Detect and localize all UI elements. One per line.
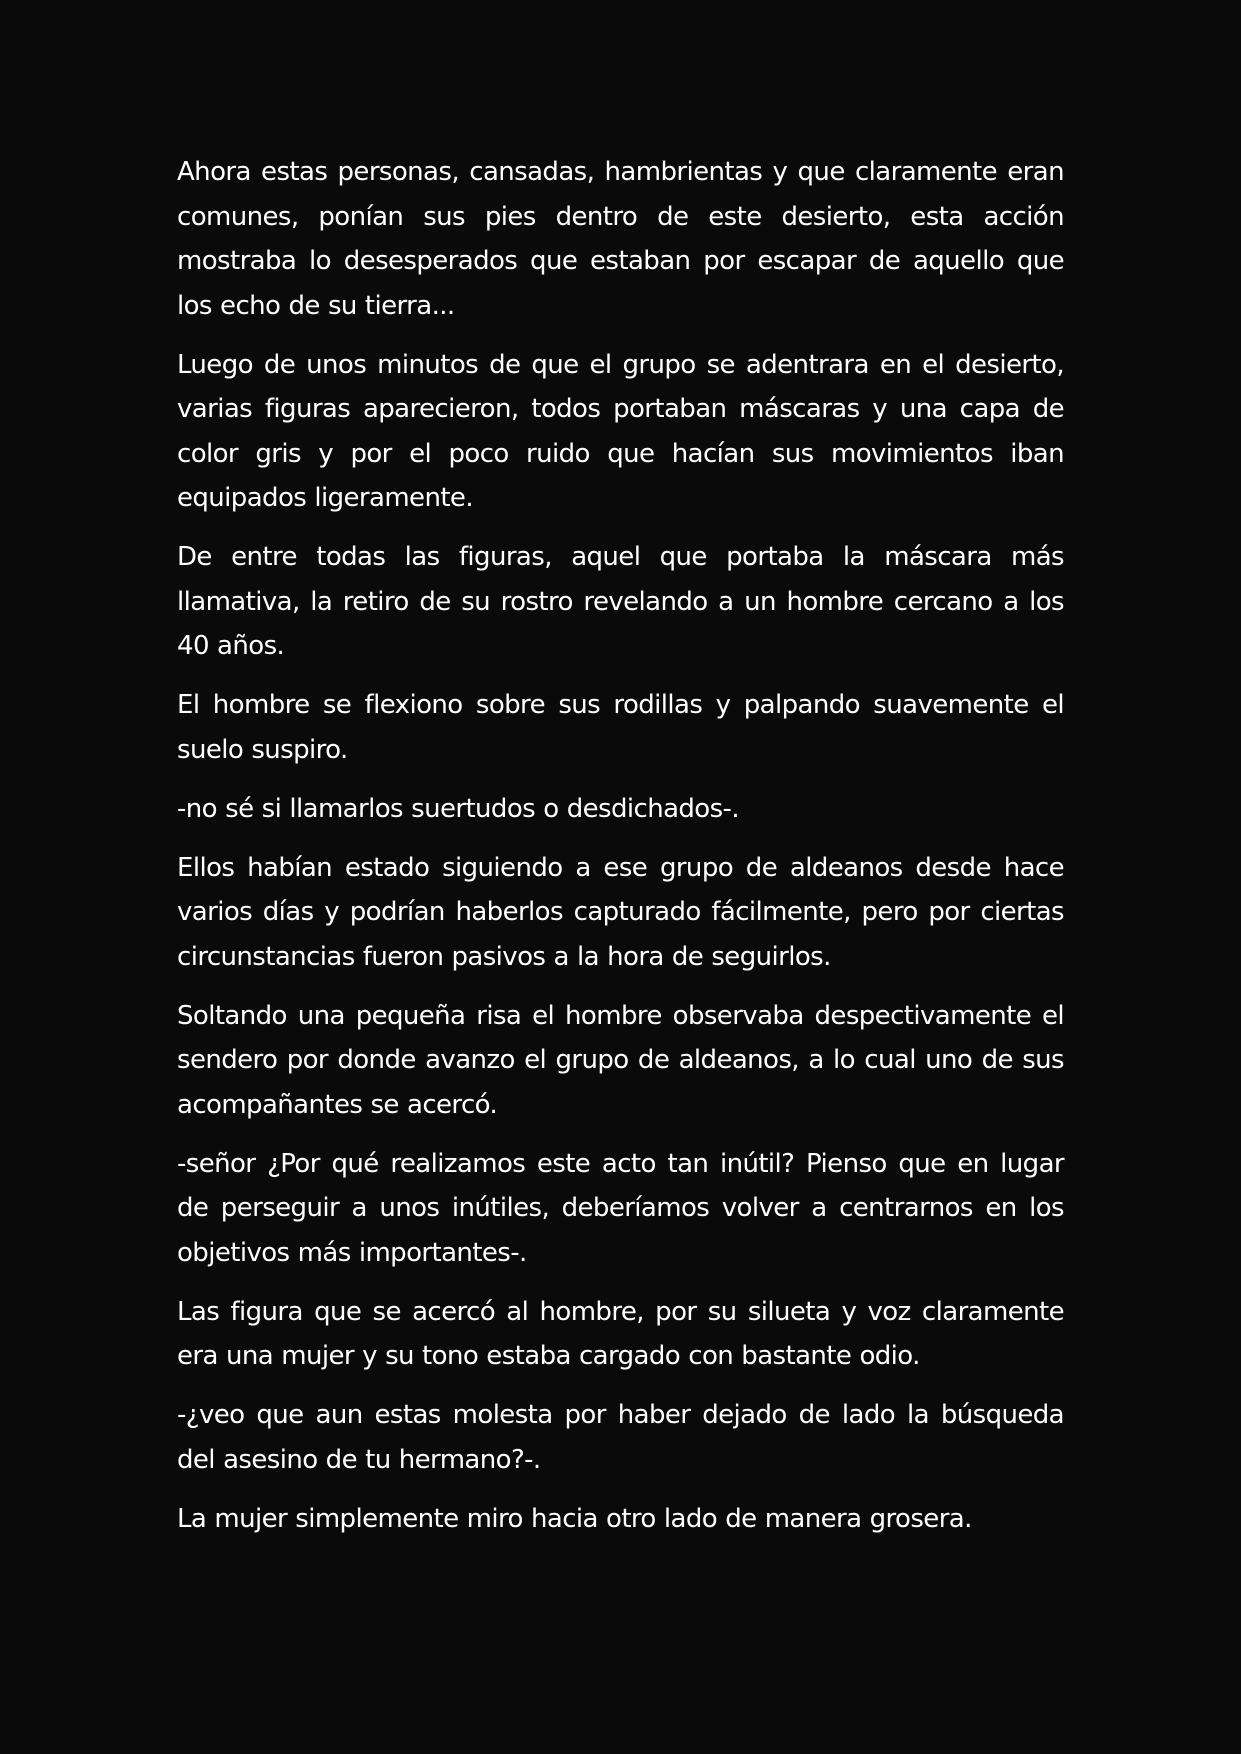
paragraph: La mujer simplemente miro hacia otro lado de manera grosera. bbox=[177, 1503, 972, 1534]
paragraph: Ellos habían estado siguiendo a ese grupo de aldeanos desde hace varios días y podrían haberlos capturado fácilmente, pero por ciertas circunstancias fueron pasivos a la hora de seguirlos. bbox=[177, 852, 1064, 972]
paragraph: -señor ¿Por qué realizamos este acto tan inútil? Pienso que en lugar de perseguir a unos inútiles, deberíamos volver a centrarnos en los objetivos más importantes-. bbox=[177, 1148, 1064, 1268]
paragraph: El hombre se flexiono sobre sus rodillas y palpando suavemente el suelo suspiro. bbox=[177, 690, 1064, 765]
paragraph: Ahora estas personas, cansadas, hambrientas y que claramente eran comunes, ponían sus pies dentro de este desierto, esta acción mostraba lo desesperados que estaban por escapar de aquello que los echo de su tierra... bbox=[177, 157, 1064, 321]
paragraph: -¿veo que aun estas molesta por haber dejado de lado la búsqueda del asesino de tu hermano?-. bbox=[177, 1400, 1064, 1475]
paragraph: -no sé si llamarlos suertudos o desdichados-. bbox=[177, 793, 740, 824]
story-text bbox=[177, 150, 1064, 1556]
paragraph: De entre todas las figuras, aquel que portaba la máscara más llamativa, la retiro de su rostro revelando a un hombre cercano a los 40 años. bbox=[177, 542, 1064, 661]
paragraph: Las figura que se acercó al hombre, por su silueta y voz claramente era una mujer y su tono estaba cargado con bastante odio. bbox=[177, 1296, 1064, 1371]
paragraph: Luego de unos minutos de que el grupo se adentrara en el desierto, varias figuras aparecieron, todos portaban máscaras y una capa de color gris y por el poco ruido que hacían sus movimientos iban equipados ligeramente. bbox=[177, 349, 1064, 513]
paragraph: Soltando una pequeña risa el hombre observaba despectivamente el sendero por donde avanzo el grupo de aldeanos, a lo cual uno de sus acompañantes se acercó. bbox=[177, 1000, 1064, 1120]
